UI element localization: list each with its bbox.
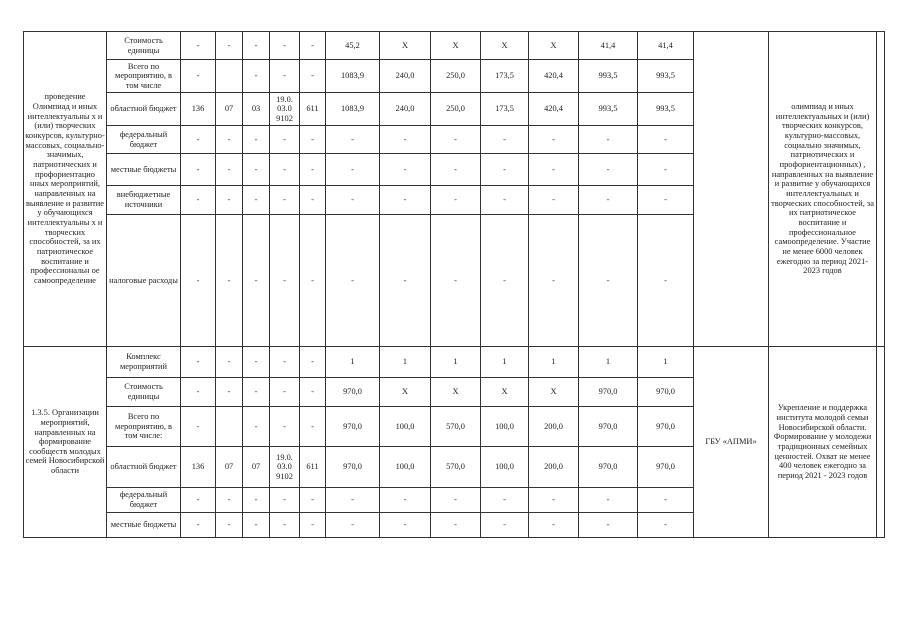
- value-cell: 993,5: [579, 93, 638, 126]
- value-cell: -: [481, 488, 529, 513]
- value-cell: -: [638, 215, 694, 347]
- blank-cell: [877, 32, 885, 347]
- budget-code: -: [300, 60, 326, 93]
- value-cell: 1: [380, 347, 431, 378]
- value-cell: -: [638, 488, 694, 513]
- value-cell: -: [638, 154, 694, 186]
- value-cell: -: [380, 513, 431, 538]
- funding-source: федеральный бюджет: [107, 488, 181, 513]
- funding-source: областной бюджет: [107, 447, 181, 488]
- budget-code: -: [243, 407, 270, 447]
- table-row: [24, 347, 885, 378]
- budget-code: -: [181, 126, 216, 154]
- value-cell: 1: [638, 347, 694, 378]
- value-cell: 100,0: [481, 447, 529, 488]
- budget-code: -: [300, 407, 326, 447]
- budget-code: -: [216, 186, 243, 215]
- value-cell: -: [431, 488, 481, 513]
- value-cell: -: [326, 488, 380, 513]
- expected-result: олимпиад и иных интеллектуальных и (или) творческих конкурсов, культурно-массовых, социально значимых, патриотических и профориентационных) , направленных на выявление и развитие у обучающихся интеллектуальных и творческих способностей, за их патриотическое воспитание и профессиональное самоопределение. Участие не менее 6000 человек ежегодно за период 2021-2023 годов: [769, 32, 877, 347]
- value-cell: -: [579, 126, 638, 154]
- budget-code: -: [181, 407, 216, 447]
- value-cell: -: [529, 513, 579, 538]
- value-cell: -: [529, 488, 579, 513]
- budget-code: -: [216, 215, 243, 347]
- funding-source: внебюджетные источники: [107, 186, 181, 215]
- budget-code: -: [243, 215, 270, 347]
- budget-code: [216, 60, 243, 93]
- blank-cell: [877, 347, 885, 538]
- budget-code: -: [216, 126, 243, 154]
- budget-code: -: [216, 488, 243, 513]
- value-cell: 250,0: [431, 93, 481, 126]
- budget-code: -: [270, 126, 300, 154]
- value-cell: 1: [579, 347, 638, 378]
- budget-code: -: [243, 513, 270, 538]
- value-cell: 250,0: [431, 60, 481, 93]
- budget-code: -: [216, 32, 243, 60]
- budget-code: -: [270, 347, 300, 378]
- budget-code: -: [216, 378, 243, 407]
- funding-source: местные бюджеты: [107, 513, 181, 538]
- budget-code: -: [300, 347, 326, 378]
- budget-code: -: [216, 154, 243, 186]
- value-cell: X: [431, 32, 481, 60]
- value-cell: -: [529, 154, 579, 186]
- value-cell: -: [529, 186, 579, 215]
- funding-source: Стоимость единицы: [107, 378, 181, 407]
- value-cell: -: [326, 186, 380, 215]
- value-cell: -: [529, 126, 579, 154]
- block-1: [24, 32, 885, 347]
- budget-code: 07: [216, 447, 243, 488]
- budget-code: -: [300, 126, 326, 154]
- value-cell: 970,0: [579, 447, 638, 488]
- budget-code: -: [270, 60, 300, 93]
- value-cell: 420,4: [529, 93, 579, 126]
- value-cell: -: [380, 186, 431, 215]
- value-cell: -: [579, 215, 638, 347]
- budget-code: -: [300, 32, 326, 60]
- budget-code: 611: [300, 93, 326, 126]
- budget-code: 136: [181, 93, 216, 126]
- value-cell: -: [431, 186, 481, 215]
- value-cell: 41,4: [638, 32, 694, 60]
- value-cell: -: [380, 126, 431, 154]
- value-cell: X: [481, 32, 529, 60]
- budget-code: 07: [243, 447, 270, 488]
- value-cell: 100,0: [380, 447, 431, 488]
- budget-code: -: [243, 347, 270, 378]
- budget-code: -: [270, 488, 300, 513]
- value-cell: 970,0: [326, 447, 380, 488]
- budget-code: -: [181, 488, 216, 513]
- value-cell: -: [380, 215, 431, 347]
- budget-code: -: [216, 513, 243, 538]
- budget-code: -: [243, 32, 270, 60]
- value-cell: 200,0: [529, 447, 579, 488]
- budget-code: -: [216, 347, 243, 378]
- funding-source: Комплекс мероприятий: [107, 347, 181, 378]
- activity-name: проведение Олимпиад и иных интеллектуальны х и (или) творческих конкурсов, культурно-массовых, социально-значимых, патриотических и профориентацио нных мероприятий, направленных на выявление и развитие у обучающихся интеллектуальны х и творческих способностей, за их патриотическое воспитание и профессиональн ое самоопределение: [24, 32, 107, 347]
- value-cell: -: [431, 215, 481, 347]
- value-cell: 970,0: [579, 378, 638, 407]
- value-cell: 1: [326, 347, 380, 378]
- budget-code: -: [243, 126, 270, 154]
- value-cell: -: [579, 513, 638, 538]
- budget-code: 03: [243, 93, 270, 126]
- value-cell: -: [431, 154, 481, 186]
- value-cell: 420,4: [529, 60, 579, 93]
- budget-code: -: [270, 513, 300, 538]
- funding-source: федеральный бюджет: [107, 126, 181, 154]
- budget-code: 19.0. 03.0 9102: [270, 447, 300, 488]
- value-cell: X: [431, 378, 481, 407]
- value-cell: 240,0: [380, 93, 431, 126]
- budget-code: -: [181, 154, 216, 186]
- value-cell: -: [481, 126, 529, 154]
- value-cell: 970,0: [638, 378, 694, 407]
- value-cell: 1083,9: [326, 93, 380, 126]
- value-cell: 1: [431, 347, 481, 378]
- value-cell: -: [579, 186, 638, 215]
- budget-code: [216, 407, 243, 447]
- value-cell: 970,0: [326, 407, 380, 447]
- value-cell: -: [431, 126, 481, 154]
- value-cell: -: [326, 513, 380, 538]
- budget-code: -: [181, 186, 216, 215]
- budget-code: -: [243, 60, 270, 93]
- budget-code: -: [300, 378, 326, 407]
- value-cell: 970,0: [638, 447, 694, 488]
- budget-code: 136: [181, 447, 216, 488]
- budget-code: -: [181, 32, 216, 60]
- budget-code: -: [270, 186, 300, 215]
- budget-code: 611: [300, 447, 326, 488]
- value-cell: -: [579, 488, 638, 513]
- value-cell: 200,0: [529, 407, 579, 447]
- budget-code: -: [181, 378, 216, 407]
- value-cell: -: [326, 154, 380, 186]
- value-cell: 173,5: [481, 93, 529, 126]
- value-cell: -: [326, 126, 380, 154]
- table-row: [24, 32, 885, 60]
- value-cell: 1083,9: [326, 60, 380, 93]
- budget-code: -: [181, 513, 216, 538]
- budget-code: -: [243, 154, 270, 186]
- value-cell: 41,4: [579, 32, 638, 60]
- budget-code: -: [181, 215, 216, 347]
- funding-source: Всего по мероприятию, в том числе: [107, 60, 181, 93]
- budget-code: -: [270, 407, 300, 447]
- value-cell: 570,0: [431, 447, 481, 488]
- value-cell: -: [326, 215, 380, 347]
- budget-code: -: [270, 378, 300, 407]
- budget-code: 19.0. 03.0 9102: [270, 93, 300, 126]
- value-cell: 970,0: [638, 407, 694, 447]
- value-cell: 970,0: [579, 407, 638, 447]
- budget-code: -: [270, 154, 300, 186]
- value-cell: -: [481, 215, 529, 347]
- value-cell: 993,5: [638, 60, 694, 93]
- value-cell: 993,5: [638, 93, 694, 126]
- value-cell: 100,0: [481, 407, 529, 447]
- block-2: [24, 347, 885, 538]
- program-table: [23, 31, 885, 538]
- funding-source: областной бюджет: [107, 93, 181, 126]
- value-cell: 173,5: [481, 60, 529, 93]
- value-cell: -: [431, 513, 481, 538]
- value-cell: 100,0: [380, 407, 431, 447]
- budget-code: -: [270, 32, 300, 60]
- value-cell: X: [529, 378, 579, 407]
- value-cell: 1: [529, 347, 579, 378]
- expected-result: Укрепление и поддержка института молодой семьи Новосибирской области. Формирование у молодежи традиционных семейных ценностей. Охват не менее 400 человек ежегодно за период 2021 - 2023 годов: [769, 347, 877, 538]
- value-cell: 240,0: [380, 60, 431, 93]
- value-cell: -: [638, 513, 694, 538]
- budget-code: -: [243, 378, 270, 407]
- value-cell: 45,2: [326, 32, 380, 60]
- budget-code: -: [300, 154, 326, 186]
- budget-code: -: [270, 215, 300, 347]
- funding-source: Стоимость единицы: [107, 32, 181, 60]
- budget-code: -: [300, 513, 326, 538]
- value-cell: -: [638, 186, 694, 215]
- value-cell: 970,0: [326, 378, 380, 407]
- budget-code: -: [243, 186, 270, 215]
- activity-name: 1.3.5. Организации мероприятий, направленных на формирование сообществ молодых семей Новосибирской области: [24, 347, 107, 538]
- budget-code: 07: [216, 93, 243, 126]
- value-cell: 1: [481, 347, 529, 378]
- value-cell: -: [481, 154, 529, 186]
- value-cell: 570,0: [431, 407, 481, 447]
- budget-code: -: [300, 186, 326, 215]
- budget-code: -: [300, 215, 326, 347]
- value-cell: -: [481, 186, 529, 215]
- funding-source: местные бюджеты: [107, 154, 181, 186]
- value-cell: X: [481, 378, 529, 407]
- funding-source: Всего по мероприятию, в том числе:: [107, 407, 181, 447]
- value-cell: X: [380, 32, 431, 60]
- value-cell: -: [380, 488, 431, 513]
- executor: ГБУ «АПМИ»: [694, 347, 769, 538]
- funding-source: налоговые расходы: [107, 215, 181, 347]
- budget-code: -: [243, 488, 270, 513]
- value-cell: -: [481, 513, 529, 538]
- budget-code: -: [300, 488, 326, 513]
- value-cell: -: [579, 154, 638, 186]
- executor: [694, 32, 769, 347]
- value-cell: X: [380, 378, 431, 407]
- value-cell: -: [529, 215, 579, 347]
- value-cell: 993,5: [579, 60, 638, 93]
- budget-code: -: [181, 60, 216, 93]
- value-cell: -: [380, 154, 431, 186]
- value-cell: X: [529, 32, 579, 60]
- value-cell: -: [638, 126, 694, 154]
- budget-code: -: [181, 347, 216, 378]
